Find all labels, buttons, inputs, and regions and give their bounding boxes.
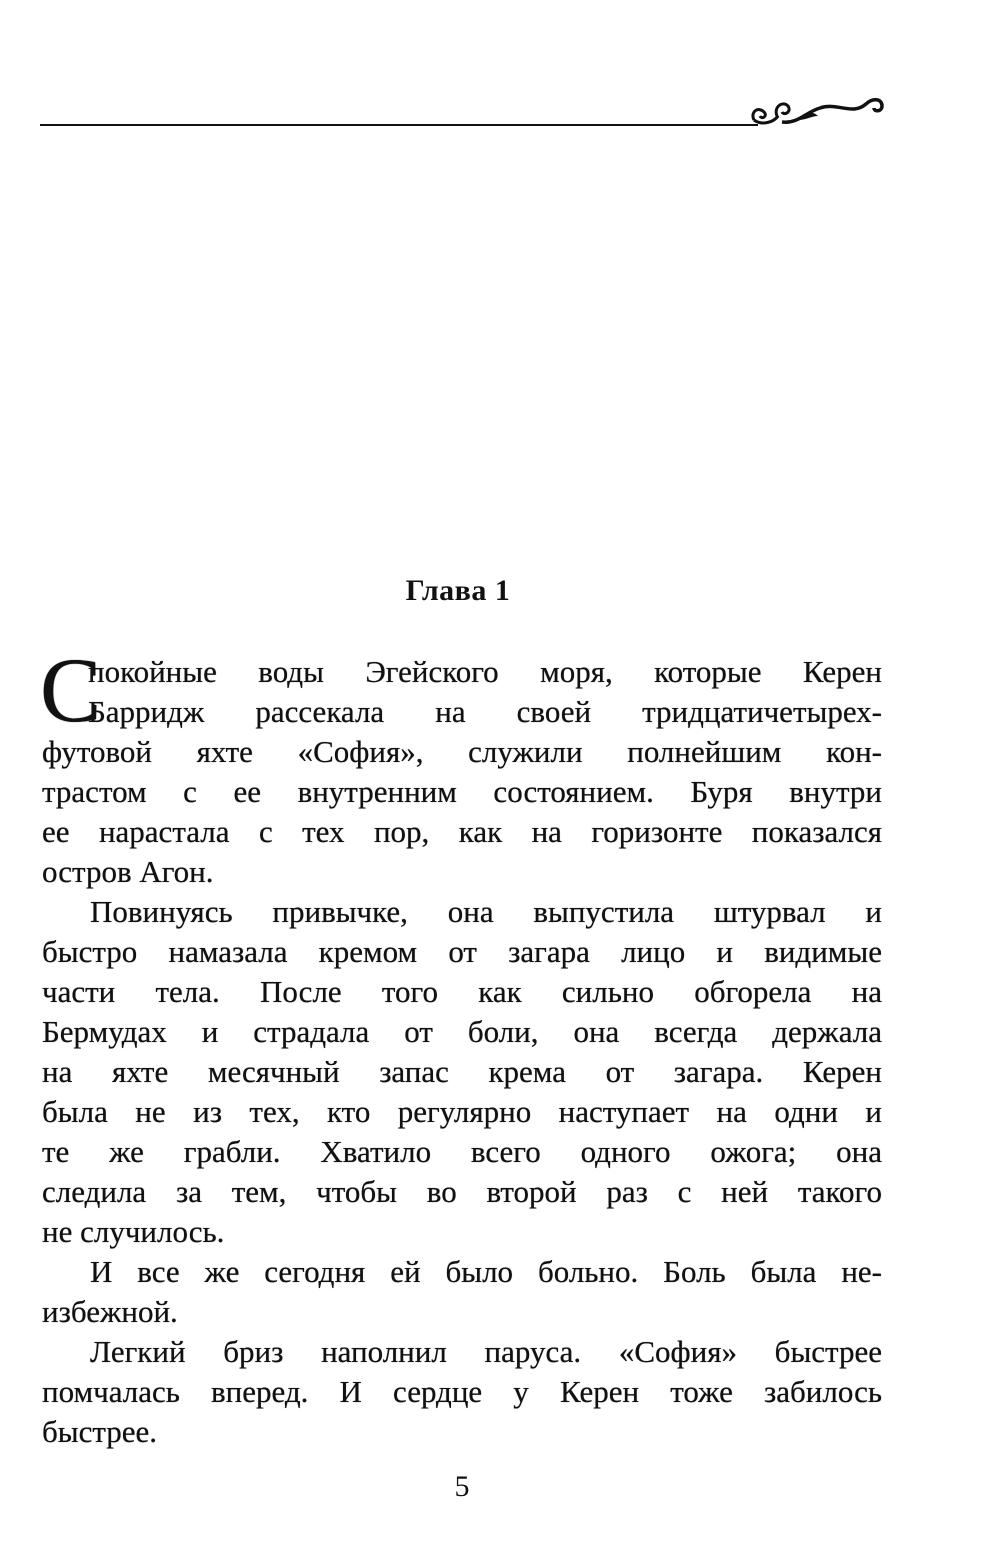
text-line: Легкий бриз наполнил паруса. «София» быстрее [90,1334,882,1369]
text-line: следила за тем, чтобы во второй раз с ней такого [42,1174,882,1209]
text-line: избежной. [42,1294,178,1329]
header-rule [40,124,758,126]
text-line: покойные воды Эгейского моря, которые Керен [88,654,882,689]
text-line: ее нарастала с тех пор, как на горизонте показался [42,814,882,849]
text-line: И все же сегодня ей было больно. Боль была не- [90,1254,882,1289]
text-line: части тела. После того как сильно обгорела на [42,974,882,1009]
text-line: Барридж рассекала на своей тридцатичетырех- [88,694,882,729]
text-line: остров Агон. [42,854,214,889]
drop-cap: С [40,639,102,741]
text-line: Повинуясь привычке, она выпустила штурвал и [90,894,882,929]
flourish-ornament-icon [748,90,888,130]
text-line: быстро намазала кремом от загара лицо и видимые [42,934,882,969]
text-line: не случилось. [42,1214,225,1249]
text-line: быстрее. [42,1414,158,1449]
text-line: помчалась вперед. И сердце у Керен тоже забилось [42,1374,882,1409]
text-line: трастом с ее внутренним состоянием. Буря внутри [42,774,882,809]
text-line: Бермудах и страдала от боли, она всегда держала [42,1014,882,1049]
text-line: те же грабли. Хватило всего одного ожога; она [42,1134,882,1169]
text-line: футовой яхте «София», служили полнейшим кон- [42,734,882,769]
page-number: 5 [454,1470,470,1503]
chapter-heading: Глава 1 [405,574,511,607]
text-line: на яхте месячный запас крема от загара. Керен [42,1054,882,1089]
text-line: была не из тех, кто регулярно наступает на одни и [42,1094,882,1129]
